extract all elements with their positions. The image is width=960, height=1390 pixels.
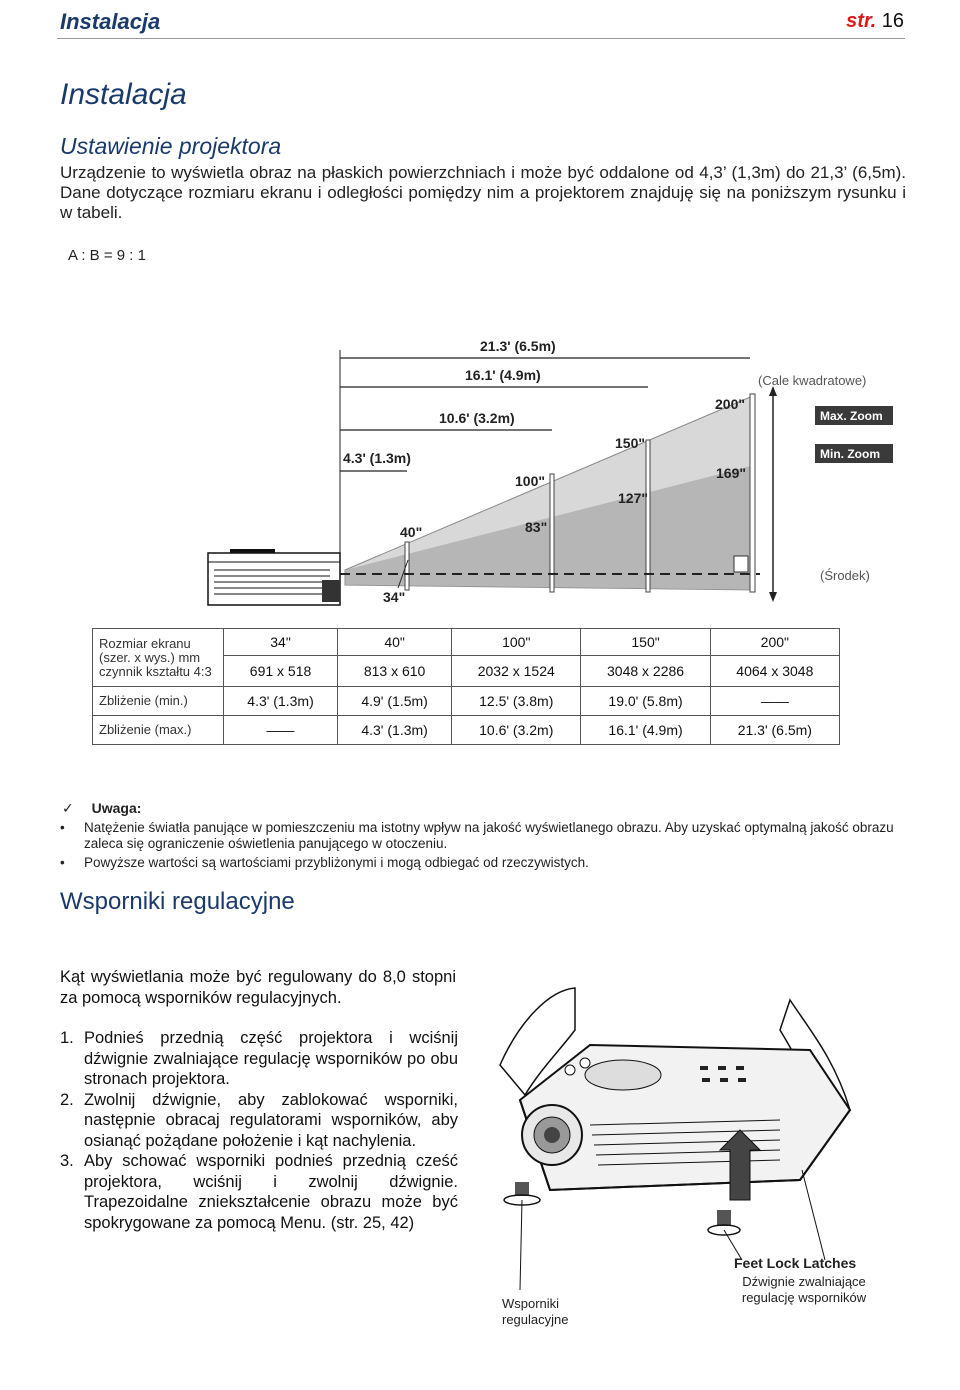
size-label-83: 83" xyxy=(525,519,548,535)
page-number xyxy=(846,10,904,33)
page-label: str. xyxy=(846,10,877,32)
feet-intro: Kąt wyświetlania może być regulowany do 8,0 stopni za pomocą wsporników regulacyjnych. xyxy=(60,968,456,1007)
list-item xyxy=(60,1090,458,1152)
distance-label-3: 10.6' (3.2m) xyxy=(439,410,515,426)
top-label: (Cale kwadratowe) xyxy=(758,373,867,388)
distance-label-2: 16.1' (4.9m) xyxy=(465,367,541,383)
distance-label-1: 21.3' (6.5m) xyxy=(480,338,556,354)
table-cell: 10.6' (3.2m) xyxy=(452,716,581,745)
step-number: 1. xyxy=(60,1029,74,1047)
size-label-40: 40" xyxy=(400,524,423,540)
note-list xyxy=(60,820,900,874)
table-cell: 16.1' (4.9m) xyxy=(581,716,710,745)
size-arrow-head-bottom xyxy=(769,592,777,602)
row-header-zoom-max: Zbliżenie (max.) xyxy=(93,716,224,745)
list-item xyxy=(60,1028,458,1090)
table-cell: 34" xyxy=(224,629,338,656)
caption-adjustable-feet: Wsporniki regulacyjne xyxy=(502,1296,569,1327)
screen-size-table xyxy=(92,628,840,745)
table-row xyxy=(93,687,840,716)
size-label-169: 169" xyxy=(716,465,746,481)
distance-label-4: 4.3' (1.3m) xyxy=(343,450,411,466)
step-text: Zwolnij dźwignie, aby zablokować wsporniki, następnie obracaj regulatorami wsporników, aby osianąć pożądane położenie i kąt nachylenia. xyxy=(84,1090,458,1150)
table-row xyxy=(93,629,840,656)
section-title: Instalacja xyxy=(60,78,187,111)
table-cell: —— xyxy=(224,716,338,745)
feet-steps xyxy=(60,1028,458,1233)
table-cell: —— xyxy=(710,687,839,716)
size-label-200: 200" xyxy=(715,396,745,412)
table-cell: 100" xyxy=(452,629,581,656)
table-cell: 813 x 610 xyxy=(338,656,452,687)
step-number: 2. xyxy=(60,1090,74,1109)
list-item xyxy=(60,1151,458,1233)
size-label-100: 100" xyxy=(515,473,545,489)
header-title: Instalacja xyxy=(60,9,161,34)
note-item: • Natężenie światła panujące w pomieszczeniu ma istotny wpływ na jakość wyświetlanego obrazu. Aby uzyskać optymalną jakość obrazu zaleca się ograniczenie oświetlenia panującego w otoczeniu. xyxy=(60,820,900,852)
step-text: Podnieś przednią część projektora i wciśnij dźwignie zwalniające regulację wsporników po obu stronach projektora. xyxy=(84,1029,458,1088)
min-zoom-label: Min. Zoom xyxy=(820,447,880,461)
ratio-label: A : B = 9 : 1 xyxy=(68,247,146,264)
note-heading xyxy=(62,800,141,817)
projection-diagram xyxy=(60,240,883,625)
center-marker xyxy=(734,556,748,572)
size-label-127: 127" xyxy=(618,490,648,506)
table-cell: 4.3' (1.3m) xyxy=(338,716,452,745)
feet-section-title: Wsporniki regulacyjne xyxy=(60,888,295,915)
note-title: Uwaga: xyxy=(91,800,142,816)
table-cell: 691 x 518 xyxy=(224,656,338,687)
check-icon: ✓ xyxy=(62,800,74,816)
step-text: Aby schować wsporniki podnieś przednią cześć projektora, wciśnij i zwolnij dźwignie. Trapezoidalne zniekształcenie obrazu może być spokrygowane za pomocą Menu. (str. 25, 42) xyxy=(84,1152,458,1232)
table-row xyxy=(93,716,840,745)
screen-200 xyxy=(750,394,755,592)
size-label-150: 150" xyxy=(615,435,645,451)
table-cell: 4.9' (1.5m) xyxy=(338,687,452,716)
table-cell: 150" xyxy=(581,629,710,656)
max-zoom-label: Max. Zoom xyxy=(820,409,883,423)
screen-150 xyxy=(646,440,650,592)
caption-feet-lock-latches: Feet Lock Latches xyxy=(734,1255,857,1271)
projector-side-view xyxy=(208,549,340,605)
table-cell: 21.3' (6.5m) xyxy=(710,716,839,745)
page-number-value: 16 xyxy=(881,10,904,32)
caption-release-levers: Dźwignie zwalniające regulację wsporników xyxy=(741,1274,867,1305)
header-rule xyxy=(57,38,905,39)
table-cell: 40" xyxy=(338,629,452,656)
section-subtitle: Ustawienie projektora xyxy=(60,133,282,159)
row-header-size: Rozmiar ekranu (szer. x wys.) mm czynnik kształtu 4:3 xyxy=(93,629,224,687)
table-cell: 4.3' (1.3m) xyxy=(224,687,338,716)
size-label-34: 34" xyxy=(383,589,406,605)
table-cell: 3048 x 2286 xyxy=(581,656,710,687)
table-cell: 19.0' (5.8m) xyxy=(581,687,710,716)
bottom-label: (Środek) xyxy=(820,568,870,583)
table-cell: 2032 x 1524 xyxy=(452,656,581,687)
note-item: • Powyższe wartości są wartościami przybliżonymi i mogą odbiegać od rzeczywistych. xyxy=(60,855,900,871)
table-cell: 12.5' (3.8m) xyxy=(452,687,581,716)
intro-paragraph: Urządzenie to wyświetla obraz na płaskich powierzchniach i może być oddalone od 4,3’ (1,3m) do 21,3’ (6,5m). Dane dotyczące rozmiaru ekranu i odległości pomiędzy nim a projektorem znajduję się na poniższym rysunku i w tabeli. xyxy=(60,163,906,222)
step-number: 3. xyxy=(60,1152,74,1170)
table-cell: 200" xyxy=(710,629,839,656)
row-header-zoom-min: Zbliżenie (min.) xyxy=(93,687,224,716)
table-cell: 4064 x 3048 xyxy=(710,656,839,687)
